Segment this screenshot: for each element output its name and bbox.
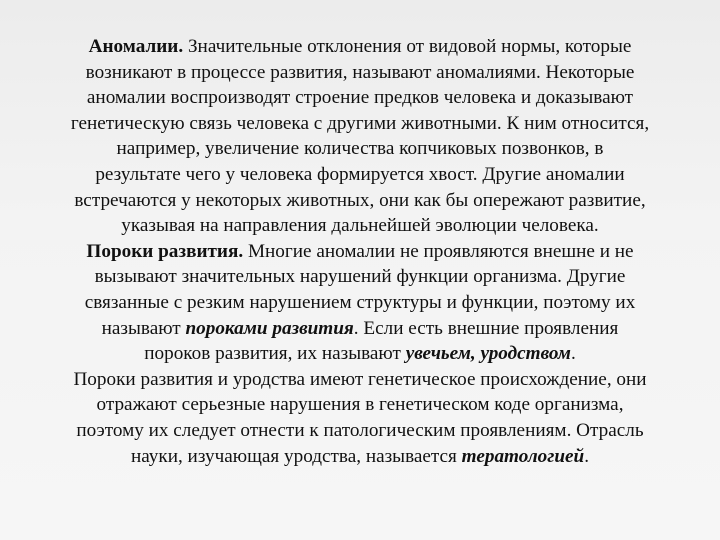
defects-l4-post: . Если есть внешние проявления xyxy=(353,317,619,339)
defects-line-2: вызывают значительных нарушений функции организма. Другие xyxy=(94,266,626,288)
slide-text xyxy=(0,34,720,469)
term-uvechye-urodstvo: увечьем, уродством xyxy=(405,343,571,365)
defects-l5-pre: пороков развития, их называют xyxy=(144,343,406,365)
anomalies-line-1 xyxy=(0,34,720,60)
defects-line-5 xyxy=(0,341,720,367)
defects-l5-post: . xyxy=(570,343,576,365)
teratology-l4-post: . xyxy=(584,445,590,467)
term-pороки-развития: пороками развития xyxy=(185,317,354,339)
anomalies-text: Значительные отклонения от видовой нормы, которые xyxy=(183,36,632,57)
teratology-line-3: поэтому их следует отнести к патологическим проявлениям. Отрасль xyxy=(76,419,644,441)
anomalies-line-7: встречаются у некоторых животных, они как бы опережают развитие, xyxy=(74,189,646,211)
defects-line-1 xyxy=(0,239,720,265)
teratology-line-4 xyxy=(0,444,720,470)
anomalies-line-6: результате чего у человека формируется хвост. Другие аномалии xyxy=(95,163,625,185)
defects-l4-pre: называют xyxy=(101,317,186,339)
teratology-line-2: отражают серьезные нарушения в генетическом коде организма, xyxy=(96,394,624,416)
teratology-line-1: Пороки развития и уродства имеют генетическое происхождение, они xyxy=(73,368,647,390)
anomalies-heading: Аномалии. xyxy=(88,36,184,57)
anomalies-line-4: генетическую связь человека с другими животными. К ним относится, xyxy=(70,112,650,134)
anomalies-line-8: указывая на направления дальнейшей эволюции человека. xyxy=(121,215,599,237)
defects-line-4 xyxy=(0,316,720,342)
term-teratology: тератологией xyxy=(461,445,585,467)
anomalies-line-2: возникают в процессе развития, называют аномалиями. Некоторые xyxy=(85,61,635,83)
defects-line-3: связанные с резким нарушением структуры и функции, поэтому их xyxy=(84,291,636,313)
teratology-l4-pre: науки, изучающая уродства, называется xyxy=(130,445,462,467)
anomalies-line-3: аномалии воспроизводят строение предков человека и доказывают xyxy=(86,87,634,109)
defects-text: Многие аномалии не проявляются внешне и не xyxy=(243,240,634,262)
anomalies-line-5: например, увеличение количества копчиковых позвонков, в xyxy=(116,138,604,160)
defects-heading: Пороки развития. xyxy=(86,240,244,262)
